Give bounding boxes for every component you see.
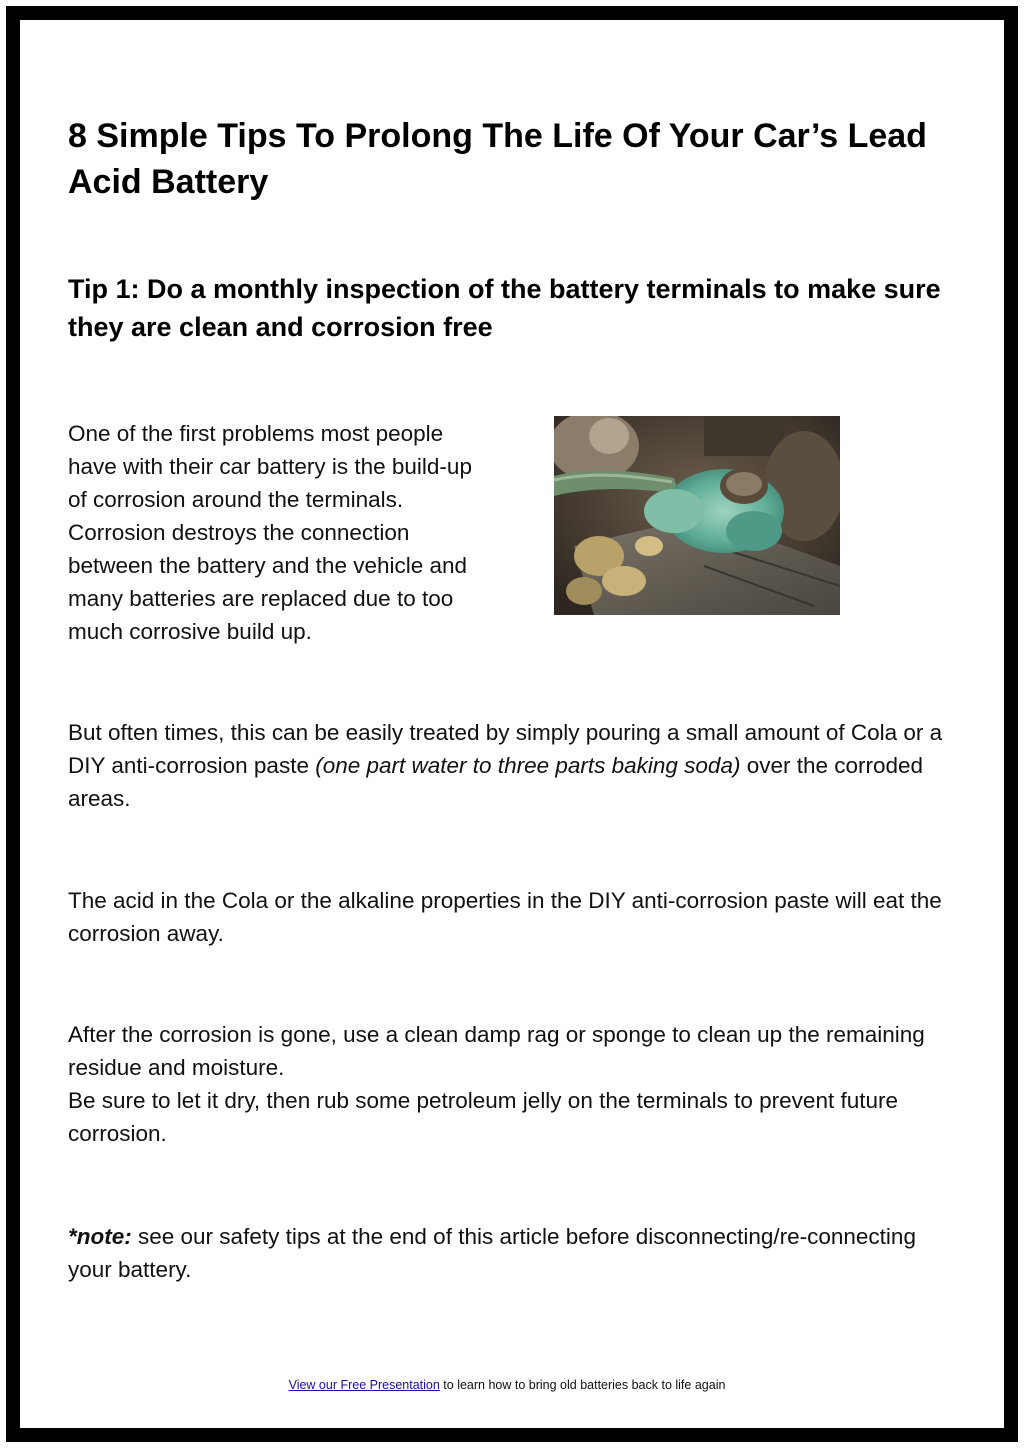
acid-paragraph: The acid in the Cola or the alkaline properties in the DIY anti-corrosion paste will eat the corrosion away.	[68, 888, 942, 946]
document-title: 8 Simple Tips To Prolong The Life Of Your Car’s Lead Acid Battery	[68, 117, 927, 201]
free-presentation-link[interactable]: View our Free Presentation	[288, 1378, 440, 1392]
cola-text-end: over the corroded areas.	[68, 753, 924, 811]
note-label: *note:	[68, 1224, 132, 1249]
footer	[0, 1376, 1014, 1394]
cola-text-start: But often times, this can be easily treated by simply pouring a small amount of Cola or a DIY anti-corrosion paste	[68, 720, 943, 778]
note-text: see our safety tips at the end of this article before disconnecting/re-connecting your battery.	[68, 1224, 916, 1282]
footer-text: to learn how to bring old batteries back to life again	[439, 1378, 726, 1392]
cola-paragraph	[68, 716, 958, 815]
paste-recipe-italic: (one part water to three parts baking soda)	[315, 753, 741, 778]
corroded-battery-photo	[554, 416, 840, 615]
cleanup-paragraph	[68, 1018, 958, 1150]
cleanup-line-2: Be sure to let it dry, then rub some petroleum jelly on the terminals to prevent future corrosion.	[68, 1088, 898, 1146]
intro-paragraph: One of the first problems most people have with their car battery is the build-up of corrosion around the terminals. Corrosion destroys the connection between the battery and the vehicle and many batteries are replaced due to too much corrosive build up.	[68, 421, 472, 644]
tip-1-heading: Tip 1: Do a monthly inspection of the battery terminals to make sure they are clean and corrosion free	[68, 274, 941, 342]
note-paragraph	[68, 1220, 958, 1286]
cleanup-line-1: After the corrosion is gone, use a clean damp rag or sponge to clean up the remaining residue and moisture.	[68, 1022, 925, 1080]
